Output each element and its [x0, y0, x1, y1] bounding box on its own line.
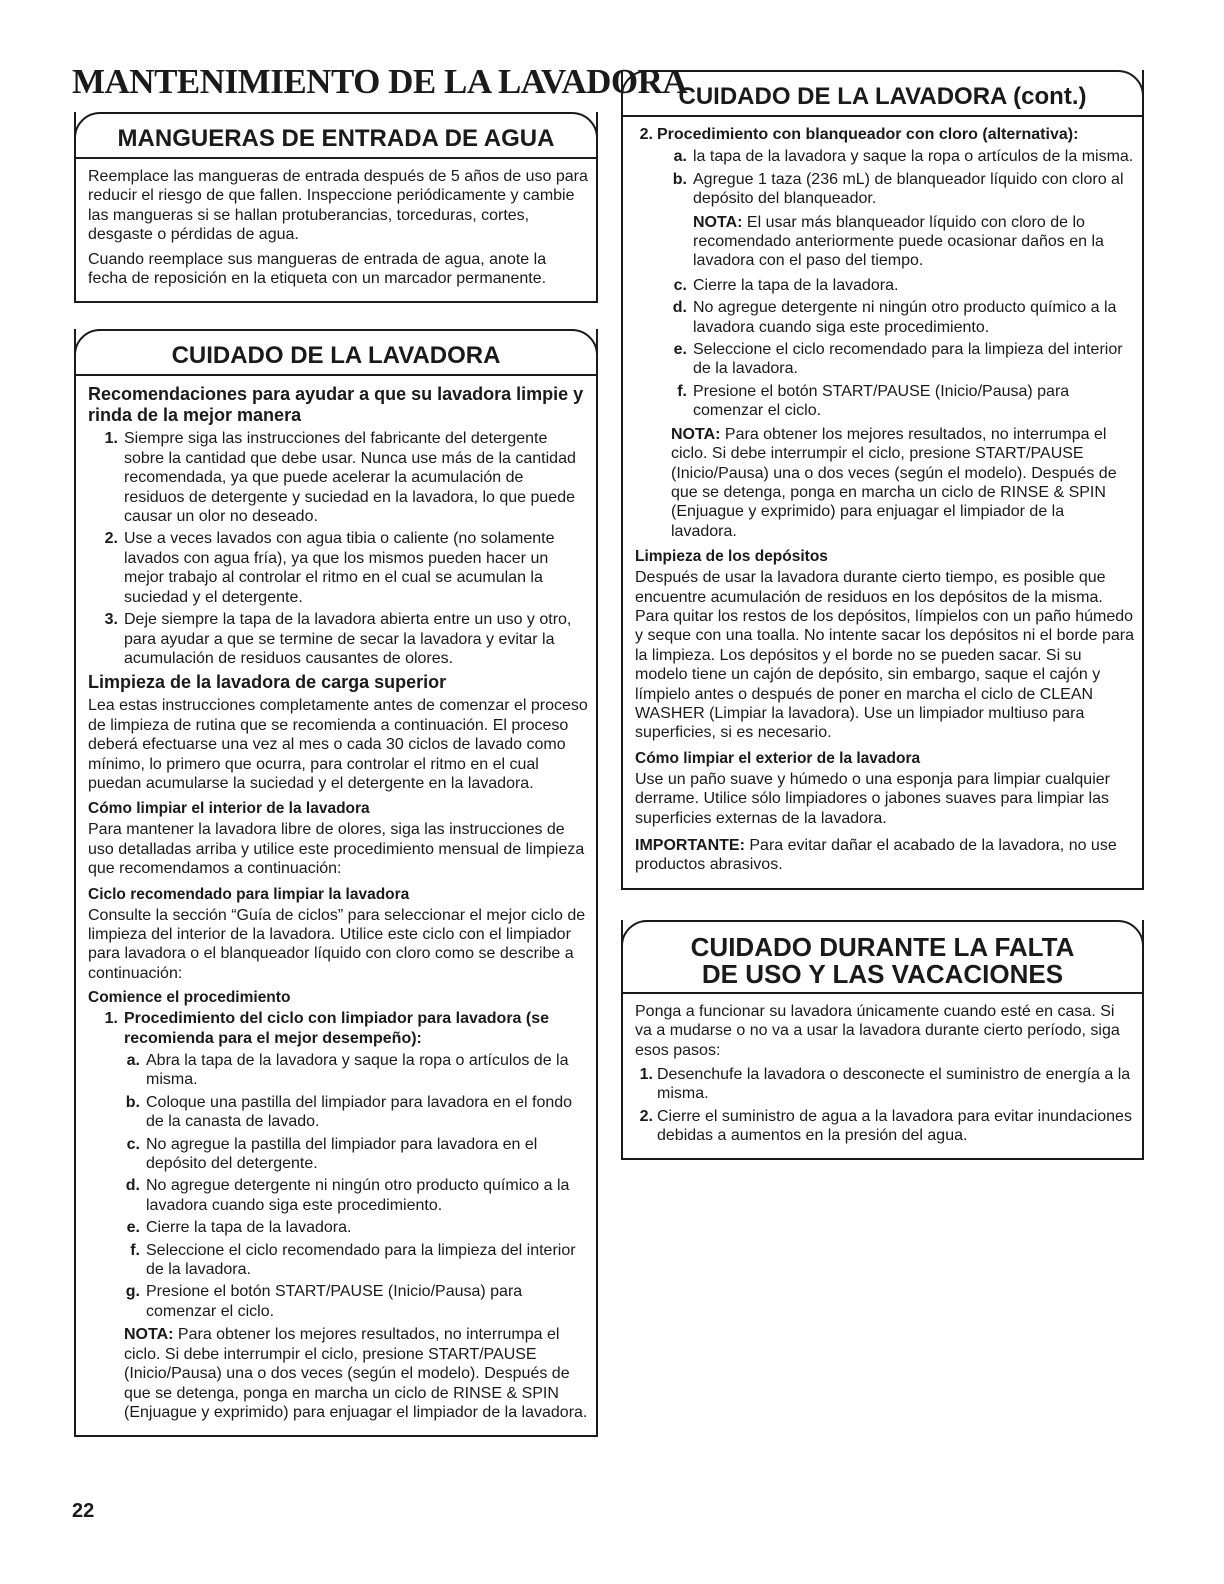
interior-text: Para mantener la lavadora libre de olores, siga las instrucciones de uso detalladas arriba y utilice este procedimiento mensual de limpieza que recomendamos a continuación: [88, 821, 585, 878]
care-cont-section [621, 70, 1144, 890]
list-item: e. Cierre la tapa de la lavadora. [126, 1219, 352, 1237]
exterior-text: Use un paño suave y húmedo o una esponja para limpiar cualquier derrame. Utilice sólo limpiadores o jabones suaves para limpiar las superficies externas de la lavadora. [635, 770, 1110, 827]
procedure-2-title: 2. Procedimiento con blanqueador con cloro (alternativa): [639, 126, 1079, 143]
cycle-heading: Ciclo recomendado para limpiar la lavadora [88, 885, 410, 903]
procedure-2 [635, 125, 1134, 209]
care-cont-heading: CUIDADO DE LA LAVADORA (cont.) [621, 70, 1144, 117]
list-item: e. Seleccione el ciclo recomendado para la limpieza del interior de la lavadora. [673, 341, 1123, 378]
list-item: f. Seleccione el ciclo recomendado para la limpieza del interior de la lavadora. [130, 1241, 576, 1279]
hoses-paragraph-1: Reemplace las mangueras de entrada después de 5 años de uso para reducir el riesgo de que fallen. Inspeccione periódicamente y cambie las mangueras si se hallan protuberancias, torceduras, cortes, desgaste o pérdidas de agua. [88, 168, 588, 244]
exterior-heading: Cómo limpiar el exterior de la lavadora [635, 749, 921, 767]
page-number: 22 [72, 1500, 95, 1522]
hoses-section [74, 112, 598, 303]
procedure-2-b-note: NOTA: El usar más blanqueador líquido con cloro de lo recomendado anteriormente puede ocasionar daños en la lavadora con el paso del tiempo. [693, 213, 1104, 270]
vacation-heading [621, 920, 1144, 994]
left-column [72, 62, 688, 1437]
list-item: d. No agregue detergente ni ningún otro producto químico a la lavadora cuando siga este procedimiento. [125, 1177, 570, 1214]
list-item: c. No agregue la pastilla del limpiador para lavadora en el depósito del detergente. [126, 1135, 538, 1173]
recommendations-heading: Recomendaciones para ayudar a que su lavadora limpie y rinda de la mejor manera [88, 384, 584, 426]
cycle-text: Consulte la sección “Guía de ciclos” para seleccionar el mejor ciclo de limpieza del interior de la lavadora. Utilice este ciclo con el limpiador para lavadora o el blanqueador líquido con cloro como se describe a continuación: [88, 906, 586, 982]
top-load-heading: Limpieza de la lavadora de carga superior [88, 672, 447, 693]
vacation-steps [635, 1065, 1134, 1146]
top-load-text: Lea estas instrucciones completamente antes de comenzar el proceso de limpieza de rutina que se recomienda a continuación. El proceso deberá efectuarse una vez al mes o cada 30 ciclos de lavado como mínimo, lo primero que ocurra, para controlar el ritmo en el cual puedan acumularse la suciedad y el detergente en la lavadora. [88, 697, 588, 792]
list-item: 2. Use a veces lavados con agua tibia o caliente (no solamente lavados con agua fría), ya que los mismos pueden hacer un mejor trabajo al controlar el ritmo en el cual se acumulan la suciedad y el detergente. [104, 530, 555, 606]
care-heading: CUIDADO DE LA LAVADORA [74, 329, 598, 376]
interior-heading: Cómo limpiar el interior de la lavadora [88, 800, 370, 818]
hoses-paragraph-2: Cuando reemplace sus mangueras de entrada de agua, anote la fecha de reposición en la etiqueta con un marcador permanente. [88, 250, 547, 288]
list-item: d. No agregue detergente ni ningún otro producto químico a la lavadora cuando siga este procedimiento. [672, 299, 1117, 336]
list-item: 1. Desenchufe la lavadora o desconecte el suministro de energía a la misma. [639, 1066, 1131, 1103]
list-item: b. Coloque una pastilla del limpiador para lavadora en el fondo de la canasta de lavado. [125, 1093, 573, 1131]
start-heading: Comience el procedimiento [88, 989, 291, 1007]
list-item: f. Presione el botón START/PAUSE (Inicio/Pausa) para comenzar el ciclo. [677, 382, 1070, 420]
vacation-section [621, 920, 1144, 1160]
hoses-heading: MANGUERAS DE ENTRADA DE AGUA [74, 112, 598, 159]
vacation-heading-line-1: CUIDADO DURANTE LA FALTA [690, 931, 1075, 962]
list-item: 1. Siempre siga las instrucciones del fabricante del detergente sobre la cantidad que debe usar. Nunca use más de la cantidad recomendada, ya que puede acelerar la acumulación de residuos de detergente y suciedad en la lavadora, lo que puede causar un olor no deseado. [104, 430, 576, 526]
list-item: 2. Cierre el suministro de agua a la lavadora para evitar inundaciones debidas a aumentos en la presión del agua. [639, 1107, 1132, 1145]
care-section [74, 329, 598, 1437]
list-item: a. Abra la tapa de la lavadora y saque la ropa o artículos de la misma. [126, 1052, 569, 1089]
procedure-2-continued [635, 276, 1134, 421]
recommendations-list [88, 429, 588, 668]
vacation-intro: Ponga a funcionar su lavadora únicamente cuando esté en casa. Si va a mudarse o no va a usar la lavadora durante cierto período, siga esos pasos: [635, 1002, 1120, 1059]
procedure-1-note: NOTA: Para obtener los mejores resultados, no interrumpa el ciclo. Si debe interrumpir el ciclo, presione START/PAUSE (Inicio/Pausa) una o dos veces (según el modelo). Después de que se detenga, ponga en marcha un ciclo de RINSE & SPIN (Enjuague y exprimido) para enjuagar el limpiador de la lavadora. [124, 1326, 588, 1421]
procedure-1 [88, 1009, 588, 1321]
vacation-heading-line-2: DE USO Y LAS VACACIONES [701, 958, 1064, 989]
dispensers-text: Después de usar la lavadora durante cierto tiempo, es posible que encuentre acumulación de residuos en los depósitos de la misma. Para quitar los restos de los depósitos, límpielos con un paño húmedo y seque con una toalla. No intente sacar los depósitos ni el borde para la limpieza. Los depósitos y el borde no se pueden sacar. Si su modelo tiene un cajón de depósito, sin embargo, saque el cajón y límpielo antes o después de poner en marcha el ciclo de CLEAN WASHER (Limpiar la lavadora). Use un limpiador multiuso para superficies, si es necesario. [635, 569, 1134, 742]
procedure-1-title: 1. Procedimiento del ciclo con limpiador para lavadora (se recomienda para el mejor desempeño): [104, 1010, 550, 1047]
important-note: IMPORTANTE: Para evitar dañar el acabado de la lavadora, no use productos abrasivos. [635, 837, 1117, 874]
dispensers-heading: Limpieza de los depósitos [635, 548, 828, 566]
right-column [621, 70, 1144, 1160]
page-title: MANTENIMIENTO DE LA LAVADORA [72, 62, 688, 101]
list-item: b. Agregue 1 taza (236 mL) de blanqueador líquido con cloro al depósito del blanqueador. [672, 170, 1124, 208]
list-item: 3. Deje siempre la tapa de la lavadora abierta entre un uso y otro, para ayudar a que se termine de secar la lavadora y evitar la acumulación de residuos causantes de olores. [104, 611, 572, 667]
list-item: a. la tapa de la lavadora y saque la ropa o artículos de la misma. [673, 148, 1134, 166]
procedure-2-note: NOTA: Para obtener los mejores resultados, no interrumpa el ciclo. Si debe interrumpir el ciclo, presione START/PAUSE (Inicio/Pausa) una o dos veces (según el modelo). Después de que se detenga, ponga en marcha un ciclo de RINSE & SPIN (Enjuague y exprimido) para enjuagar el limpiador de la lavadora. [671, 425, 1117, 540]
list-item: g. Presione el botón START/PAUSE (Inicio/Pausa) para comenzar el ciclo. [125, 1283, 523, 1320]
list-item: c. Cierre la tapa de la lavadora. [673, 276, 899, 294]
